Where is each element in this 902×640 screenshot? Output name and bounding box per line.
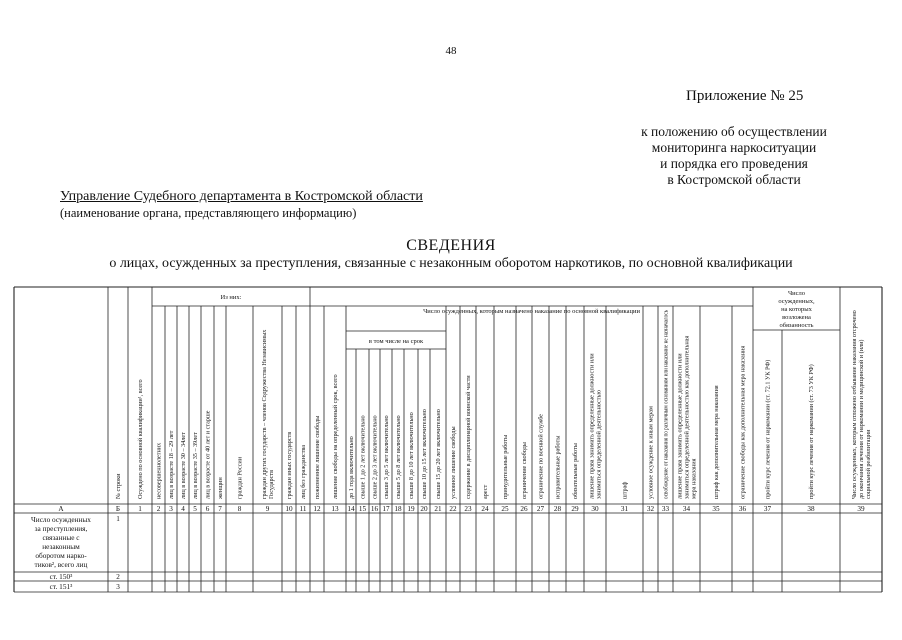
column-number: Б bbox=[115, 505, 121, 513]
column-header: штраф bbox=[621, 481, 629, 499]
column-number: 15 bbox=[358, 505, 367, 513]
column-number: 33 bbox=[661, 505, 670, 513]
column-number: 22 bbox=[449, 505, 457, 513]
column-number: 3 bbox=[169, 505, 173, 513]
column-header: женщин bbox=[217, 477, 225, 499]
column-number: 27 bbox=[536, 505, 545, 513]
column-number-row bbox=[58, 505, 865, 513]
column-number: 24 bbox=[481, 505, 489, 513]
column-header: лиц в возрасте 18 – 29 лет bbox=[168, 430, 176, 499]
appendix-regulation-line: мониторинга наркоситуации bbox=[651, 140, 817, 155]
column-number: 2 bbox=[156, 505, 161, 513]
column-header: исправительные работы bbox=[554, 435, 562, 499]
column-header: Государств bbox=[268, 469, 276, 499]
column-header: обязательные работы bbox=[572, 443, 580, 499]
column-number: 14 bbox=[347, 505, 355, 513]
row-label: оборотом нарко- bbox=[35, 551, 87, 560]
column-header: ограничение по военной службе bbox=[537, 413, 545, 499]
column-header: условное лишение свободы bbox=[450, 426, 458, 499]
column-number: 16 bbox=[370, 505, 379, 513]
group-header-of-them: Из них: bbox=[220, 294, 242, 301]
column-header: № строки bbox=[115, 473, 123, 499]
column-header: принудительные работы bbox=[502, 434, 510, 499]
column-header: лиц в возрасте 35 – 39лет bbox=[192, 432, 200, 499]
column-header: пожизненное лишение свободы bbox=[314, 415, 322, 499]
column-header: мера наказания bbox=[690, 458, 698, 499]
column-number: 28 bbox=[553, 505, 562, 513]
organization-name: Управление Судебного департамента в Костромской области bbox=[60, 189, 423, 204]
column-header: пройти курс лечения от наркомании (ст. 73 УК РФ) bbox=[808, 364, 816, 499]
column-number: 7 bbox=[218, 505, 222, 513]
column-number: 11 bbox=[299, 505, 307, 513]
column-header: лиц в возрасте от 40 лет и старше bbox=[204, 410, 212, 499]
column-header: свыше 2 до 3 лет включительно bbox=[371, 415, 379, 499]
column-number: 13 bbox=[331, 505, 339, 513]
group-header-obligation: Число bbox=[787, 290, 806, 297]
column-number: 9 bbox=[265, 505, 270, 513]
table-body bbox=[31, 515, 120, 591]
column-number: 26 bbox=[520, 505, 528, 513]
column-number: 30 bbox=[591, 505, 599, 513]
column-header: свыше 10 до 15 лет включительно bbox=[421, 409, 429, 499]
column-number: 29 bbox=[571, 505, 579, 513]
column-header: свыше 3 до 5 лет включительно bbox=[383, 415, 391, 499]
column-number: 20 bbox=[420, 505, 428, 513]
document-subtitle: о лицах, осужденных за преступления, связанные с незаконным оборотом наркотиков, по основной квалификации bbox=[109, 256, 793, 271]
row-number: 1 bbox=[116, 515, 120, 523]
column-number: 32 bbox=[646, 505, 655, 513]
column-number: 12 bbox=[313, 505, 321, 513]
column-number: 21 bbox=[434, 505, 442, 513]
column-number: 34 bbox=[682, 505, 691, 513]
column-number: 19 bbox=[407, 505, 415, 513]
column-header: пройти курс лечения от наркомании (ст. 72.1 УК РФ) bbox=[764, 359, 772, 499]
row-label: ст. 150³ bbox=[49, 572, 73, 582]
column-number: 1 bbox=[138, 505, 142, 513]
column-header: содержание в дисциплинарной воинской части bbox=[465, 375, 473, 499]
table-grid bbox=[14, 274, 882, 592]
column-number: 4 bbox=[181, 505, 185, 513]
column-header: штраф как дополнительная мера наказания bbox=[713, 385, 721, 499]
column-header: социальной реабилитации bbox=[865, 429, 873, 499]
column-number: 38 bbox=[807, 505, 815, 513]
column-header: граждан иных государств bbox=[286, 431, 294, 499]
row-label: тиков², всего лиц bbox=[34, 560, 88, 569]
column-header: заниматься определенной деятельностью bbox=[595, 390, 603, 499]
document-title: СВЕДЕНИЯ bbox=[406, 237, 496, 254]
column-header: ограничение свободы bbox=[521, 442, 529, 499]
column-number: 6 bbox=[205, 505, 210, 513]
column-number: 5 bbox=[193, 505, 197, 513]
column-header: заниматься определенной деятельностью как дополнительная bbox=[683, 335, 691, 499]
column-header: условное осуждение к иным мерам bbox=[647, 406, 655, 499]
column-header: свыше 8 до 10 лет включительно bbox=[408, 412, 416, 499]
column-number: 18 bbox=[394, 505, 402, 513]
column-header: Осуждено по основной квалификации¹, всего bbox=[137, 379, 145, 499]
group-header-obligation: возложена bbox=[782, 314, 811, 321]
column-header: свыше 5 до 8 лет включительно bbox=[395, 415, 403, 499]
column-header: арест bbox=[482, 484, 490, 499]
column-header: граждан России bbox=[236, 456, 244, 499]
row-number: 2 bbox=[116, 573, 120, 582]
column-header: несовершеннолетних bbox=[155, 442, 163, 499]
organization-caption: (наименование органа, представляющего информацию) bbox=[60, 206, 357, 220]
column-header: до 1 года включительно bbox=[348, 436, 356, 499]
group-header-term: в том числе на срок bbox=[368, 338, 424, 345]
appendix-regulation-line: к положению об осуществлении bbox=[641, 124, 827, 139]
row-label: за преступления, bbox=[34, 524, 88, 533]
column-header: до окончания лечения от наркомании и медицинской и (или) bbox=[858, 339, 866, 499]
column-header: лишение свободы на определенный срок, всего bbox=[332, 374, 340, 499]
column-header: Число осужденных, которым отложено отбывание наказания отсрочено bbox=[851, 310, 859, 499]
row-label: незаконным bbox=[42, 542, 80, 551]
column-header: ограничение свободы как дополнительная мера наказания bbox=[739, 345, 747, 499]
column-header: лиц без гражданства bbox=[300, 444, 308, 499]
column-number: 10 bbox=[285, 505, 293, 513]
group-header-obligation: осужденных, bbox=[778, 298, 815, 305]
column-number: 39 bbox=[857, 505, 865, 513]
column-number: 35 bbox=[712, 505, 720, 513]
row-label: Число осужденных bbox=[31, 515, 91, 524]
appendix-regulation-line: и порядка его проведения bbox=[660, 156, 808, 171]
column-number: 23 bbox=[464, 505, 472, 513]
appendix-title: Приложение № 25 bbox=[686, 88, 804, 104]
row-label: связанные с bbox=[42, 533, 80, 542]
column-header: свыше 15 до 20 лет включительно bbox=[435, 409, 443, 499]
row-label: ст. 151³ bbox=[49, 582, 73, 592]
group-header-obligation: обязанность bbox=[779, 322, 814, 329]
column-number: 37 bbox=[763, 505, 772, 513]
page-number: 48 bbox=[445, 45, 457, 57]
column-number: 31 bbox=[620, 505, 629, 513]
column-number: 25 bbox=[501, 505, 509, 513]
row-number: 3 bbox=[116, 583, 120, 592]
column-header: лишение права занимать определенные должности или bbox=[676, 353, 684, 499]
column-header: освобождение от наказания по различным основаниям или наказание не назначалось bbox=[662, 274, 670, 499]
column-number: А bbox=[58, 505, 64, 513]
column-header: граждан других государств – членов Содружества Независимых bbox=[261, 329, 269, 499]
column-header: лиц в возрасте 30 – 34лет bbox=[180, 432, 188, 499]
group-header-punishment: Число осужденных, которым назначено наказание по основной квалификации bbox=[423, 308, 640, 315]
column-number: 17 bbox=[382, 505, 390, 513]
group-header-obligation: на которых bbox=[781, 306, 812, 313]
appendix-regulation-line: в Костромской области bbox=[667, 172, 801, 187]
column-number: 36 bbox=[738, 505, 747, 513]
column-header: лишение права занимать определенные должности или bbox=[588, 353, 596, 499]
column-header: свыше 1 до 2 лет включительно bbox=[359, 415, 367, 499]
column-number: 8 bbox=[237, 505, 242, 513]
